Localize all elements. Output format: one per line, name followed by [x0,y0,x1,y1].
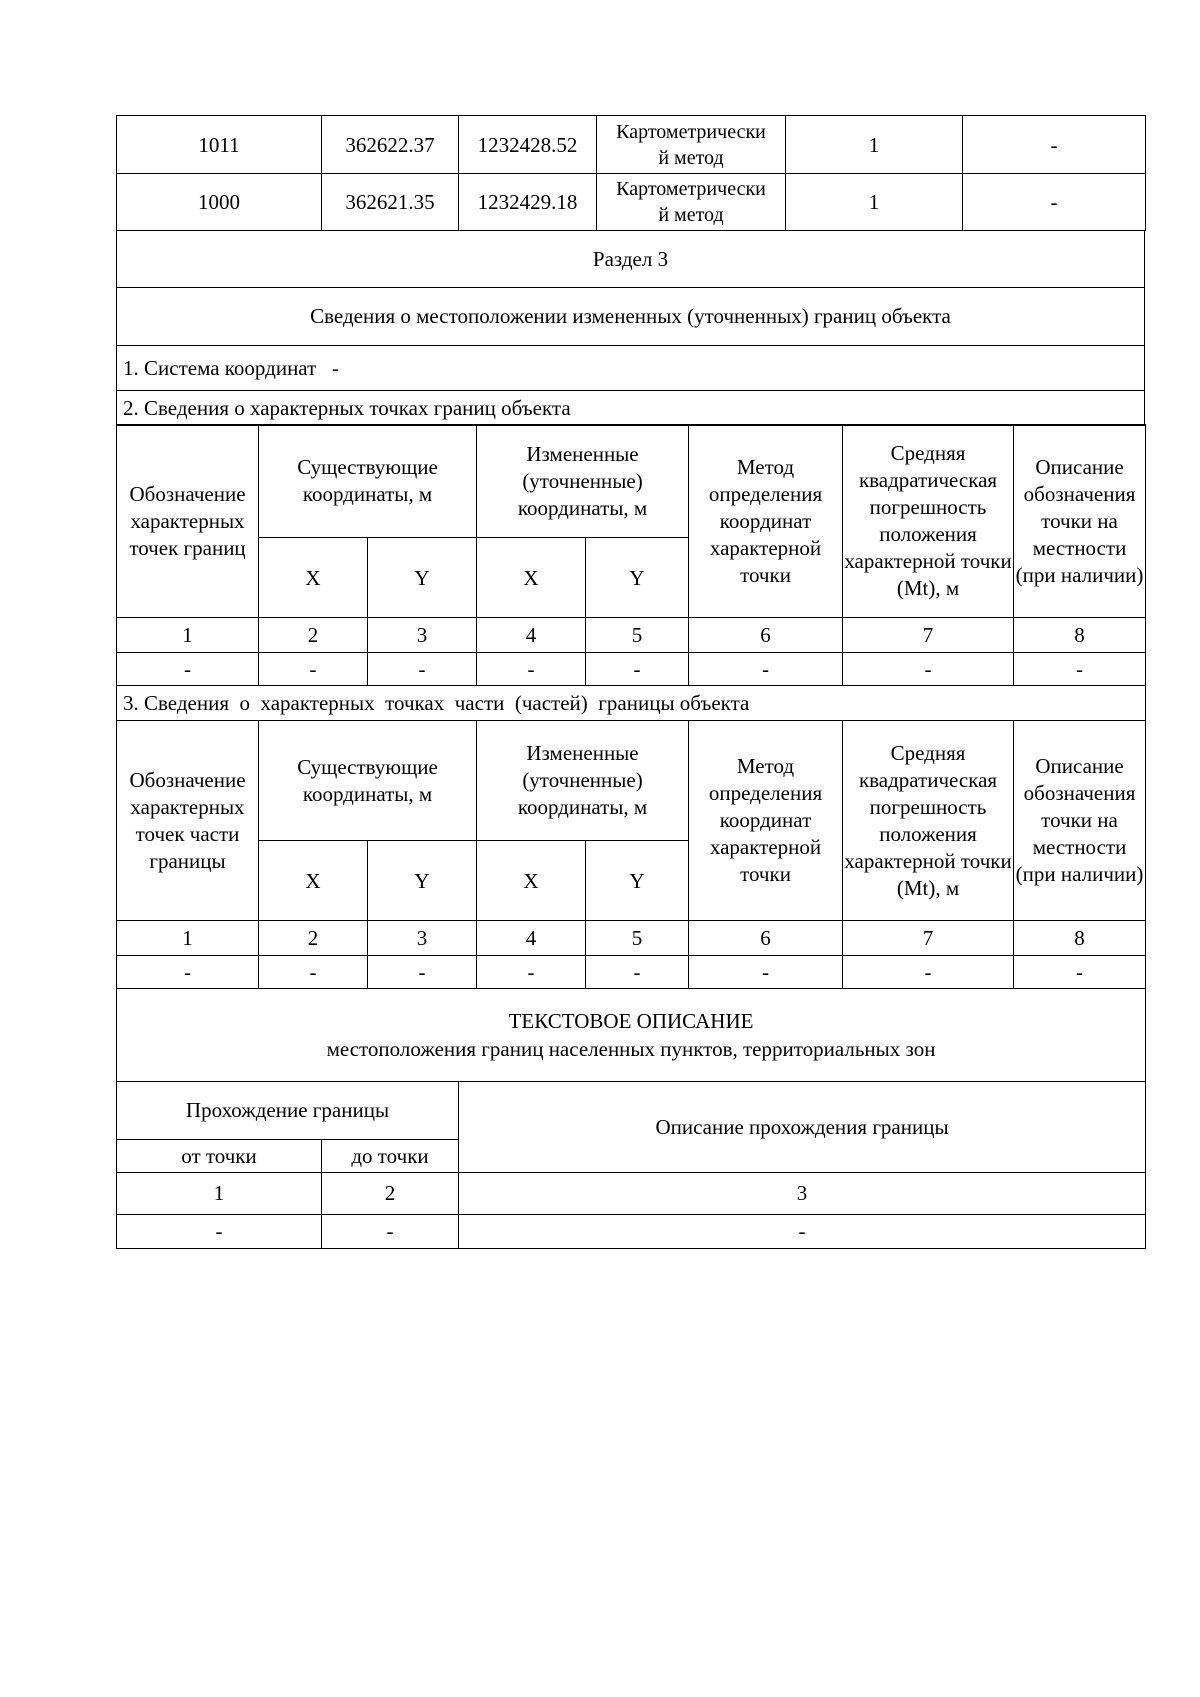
col-y: Y [586,841,689,921]
empty-cell: - [477,653,586,686]
col-number: 8 [1014,618,1146,653]
text-description-subtitle: местоположения границ населенных пунктов, территориальных зон [326,1036,936,1061]
col-x: X [477,841,586,921]
col-mt: Средняя квадратическая погрешность положения характерной точки (Mt), м [843,721,1014,921]
column-numbers-row [117,921,1146,956]
empty-cell: - [368,956,477,989]
table-row [117,653,1146,686]
empty-cell: - [117,1214,322,1248]
section-title: Раздел 3 [117,230,1145,287]
col-description: Описание обозначения точки на местности (при наличии) [1014,425,1146,618]
col-point-designation: Обозначение характерных точек границ [117,425,259,618]
col-number: 3 [368,921,477,956]
text-description-table [116,988,1146,1249]
col-y: Y [586,538,689,618]
empty-cell: - [586,956,689,989]
empty-cell: - [586,653,689,686]
col-number: 3 [368,618,477,653]
col-number: 6 [689,618,843,653]
table-row [117,116,1146,174]
empty-cell: - [117,653,259,686]
col-x: X [477,538,586,618]
col-passage-description: Описание прохождения границы [459,1081,1146,1172]
parts-section-title: 3. Сведения о характерных точках части (частей) границы объекта [117,686,1146,721]
col-description: Описание обозначения точки на местности (при наличии) [1014,721,1146,921]
col-number: 5 [586,618,689,653]
method-cell: Картометрически й метод [597,116,786,174]
empty-cell: - [259,956,368,989]
coordinates-table-continuation [116,115,1146,231]
text-description-title: ТЕКСТОВОЕ ОПИСАНИЕ [508,1008,754,1033]
empty-cell: - [459,1214,1146,1248]
empty-cell: - [843,956,1014,989]
document-page [116,115,1145,1249]
col-number: 7 [843,921,1014,956]
empty-cell: - [843,653,1014,686]
col-from-point: от точки [117,1139,322,1172]
mt-cell: 1 [786,174,963,231]
method-cell: Картометрически й метод [597,174,786,231]
coordinate-system: 1. Система координат - [117,345,1145,390]
empty-cell: - [117,956,259,989]
col-number: 4 [477,921,586,956]
table-row [117,174,1146,231]
col-method: Метод определения координат характерной точки [689,721,843,921]
empty-cell: - [689,956,843,989]
col-number: 3 [459,1172,1146,1214]
col-number: 1 [117,618,259,653]
empty-cell: - [1014,653,1146,686]
col-existing-coords: Существующие координаты, м [259,721,477,841]
col-number: 6 [689,921,843,956]
empty-cell: - [477,956,586,989]
table-row [117,956,1146,989]
empty-cell: - [322,1214,459,1248]
section-header [116,230,1145,426]
col-number: 4 [477,618,586,653]
empty-cell: - [259,653,368,686]
coord-x: 362621.35 [322,174,459,231]
col-boundary-passage: Прохождение границы [117,1081,459,1139]
table-row [117,1214,1146,1248]
coord-y: 1232429.18 [459,174,597,231]
col-method: Метод определения координат характерной точки [689,425,843,618]
col-number: 8 [1014,921,1146,956]
col-number: 5 [586,921,689,956]
col-number: 2 [259,618,368,653]
col-x: X [259,538,368,618]
col-y: Y [368,841,477,921]
col-number: 2 [259,921,368,956]
text-description-header [117,988,1146,1081]
desc-cell: - [963,116,1146,174]
mt-cell: 1 [786,116,963,174]
col-to-point: до точки [322,1139,459,1172]
coord-x: 362622.37 [322,116,459,174]
points-section-title: 2. Сведения о характерных точках границ объекта [117,390,1145,425]
section-subtitle: Сведения о местоположении измененных (уточненных) границ объекта [117,287,1145,345]
column-numbers-row [117,1172,1146,1214]
col-part-point-designation: Обозначение характерных точек части границы [117,721,259,921]
empty-cell: - [689,653,843,686]
col-number: 1 [117,1172,322,1214]
column-numbers-row [117,618,1146,653]
characteristic-points-table [116,424,1146,989]
coord-y: 1232428.52 [459,116,597,174]
col-y: Y [368,538,477,618]
col-changed-coords: Измененные (уточненные) координаты, м [477,721,689,841]
col-number: 1 [117,921,259,956]
point-id: 1011 [117,116,322,174]
col-changed-coords: Измененные (уточненные) координаты, м [477,425,689,538]
col-mt: Средняя квадратическая погрешность положения характерной точки (Mt), м [843,425,1014,618]
col-existing-coords: Существующие координаты, м [259,425,477,538]
col-number: 7 [843,618,1014,653]
col-x: X [259,841,368,921]
empty-cell: - [1014,956,1146,989]
empty-cell: - [368,653,477,686]
col-number: 2 [322,1172,459,1214]
point-id: 1000 [117,174,322,231]
desc-cell: - [963,174,1146,231]
